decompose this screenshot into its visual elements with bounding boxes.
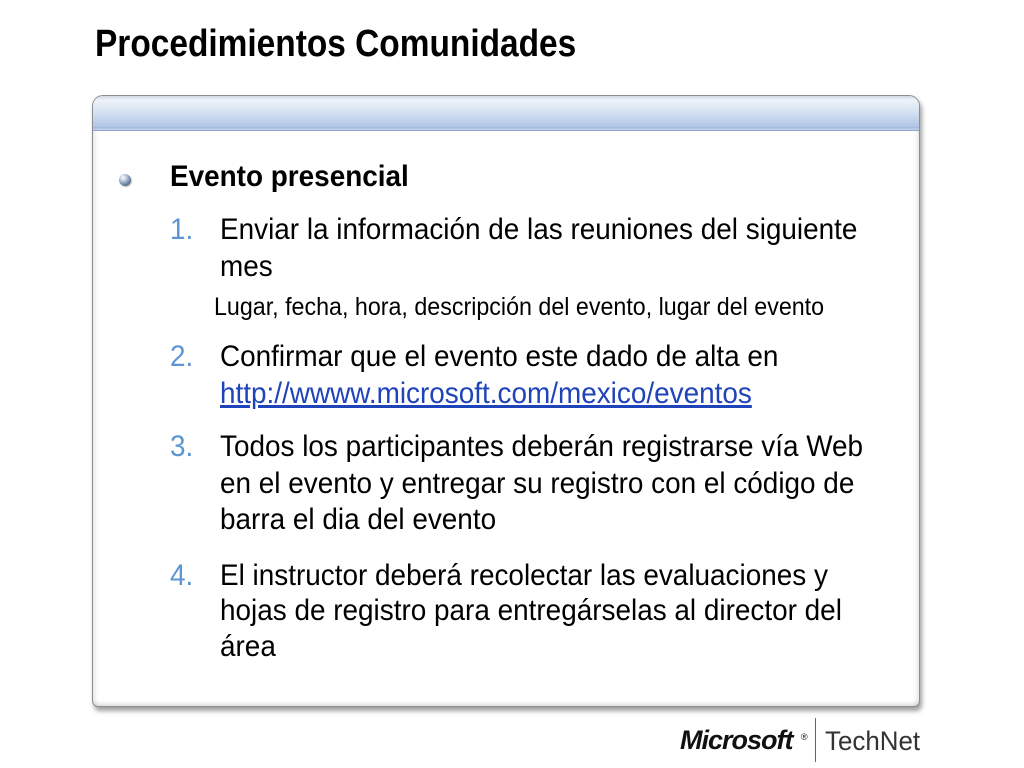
list-number: 3.: [170, 430, 194, 463]
list-item-line: en el evento y entregar su registro con el código de: [220, 467, 855, 500]
microsoft-logo: Microsoft: [680, 725, 793, 755]
list-item-line: Confirmar que el evento este dado de alta en: [220, 340, 779, 373]
slide-title: Procedimientos Comunidades: [95, 23, 577, 65]
list-item-line: El instructor deberá recolectar las evaluaciones y: [220, 559, 828, 592]
sphere-bullet-icon: [119, 174, 131, 186]
list-item-line: hojas de registro para entregárselas al director del: [220, 594, 842, 627]
section-heading: Evento presencial: [170, 160, 409, 193]
technet-logo: TechNet: [825, 726, 921, 756]
list-item-line: Enviar la información de las reuniones del siguiente: [220, 213, 858, 246]
list-item-line: barra el dia del evento: [220, 503, 497, 536]
list-number: 4.: [170, 559, 194, 592]
list-item-line: Todos los participantes deberán registrarse vía Web: [220, 430, 864, 463]
panel-header-bar: [93, 96, 919, 131]
list-item-line: área: [220, 630, 276, 663]
registered-mark: ®: [801, 732, 808, 742]
events-hyperlink[interactable]: http://wwww.microsoft.com/mexico/eventos: [220, 377, 752, 410]
list-item-line: mes: [220, 250, 273, 283]
list-item-subtext: Lugar, fecha, hora, descripción del evento, lugar del evento: [214, 293, 825, 321]
list-number: 1.: [170, 213, 194, 246]
list-number: 2.: [170, 340, 194, 373]
footer-divider: [815, 718, 816, 762]
